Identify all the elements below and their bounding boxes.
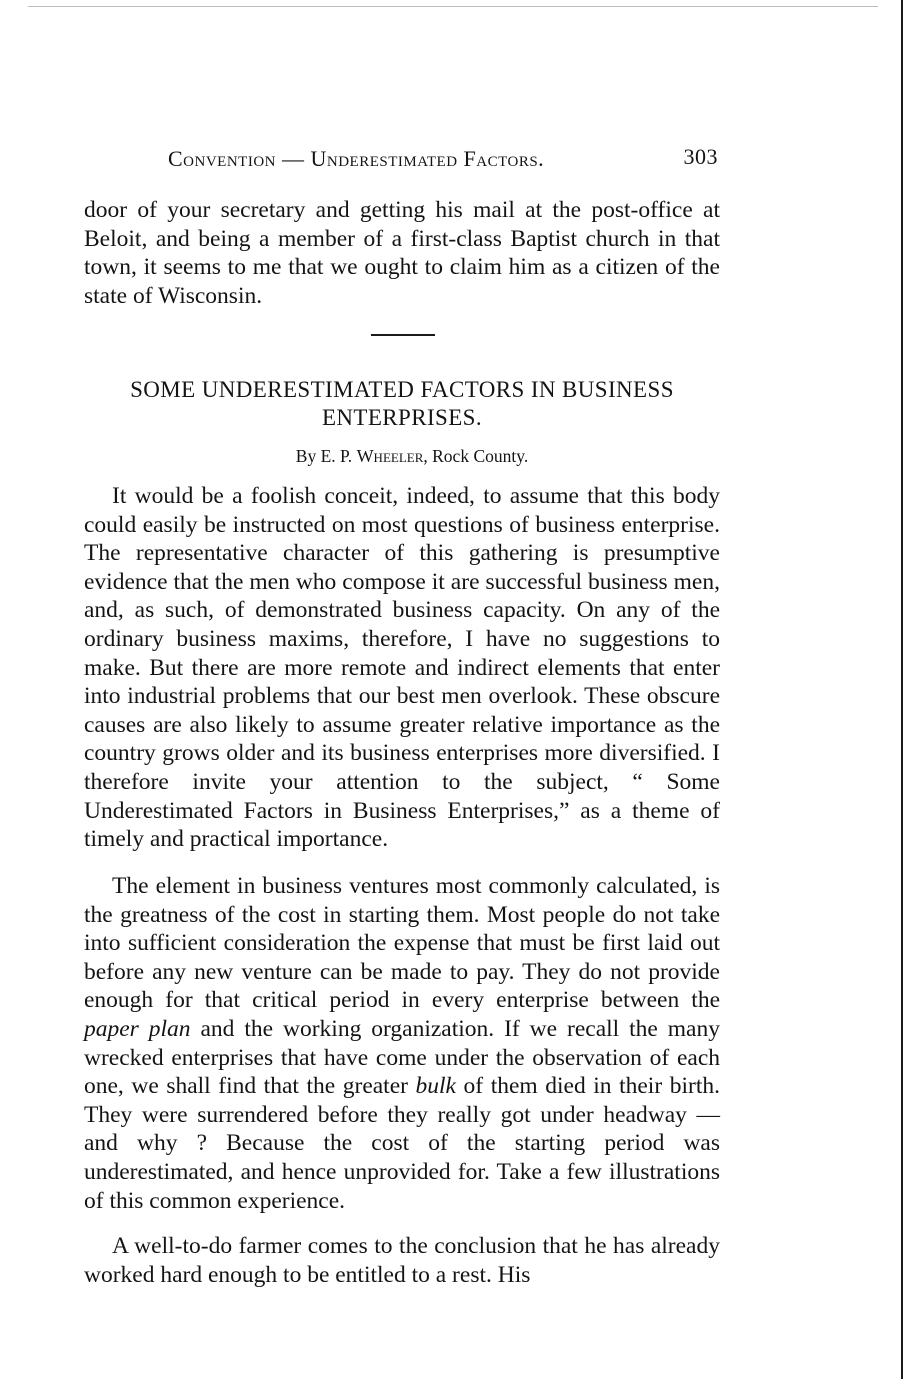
running-head-title: Convention — Underestimated Factors.: [168, 146, 545, 171]
paragraph-2-emphasis-bulk: bulk: [415, 1073, 456, 1100]
continuation-paragraph: [84, 196, 720, 310]
byline-prefix: By E. P.: [295, 446, 357, 466]
article-title: [84, 376, 720, 432]
page-edge-line: [901, 0, 903, 1379]
article-title-line1: SOME UNDERESTIMATED FACTORS IN BUSINESS: [130, 377, 674, 402]
byline-author: Wheeler: [356, 446, 424, 466]
paragraph-2-part1: The element in business ventures most commonly calculated, is the greatness of the cost in starting them. Most people do not take into sufficient consideration the expense that must be first laid out before any new venture can be made to pay. They do not provide enough for that critical period in every enterprise between the: [84, 873, 720, 1014]
paragraph-2-emphasis-paper-plan: paper plan: [84, 1015, 191, 1042]
page-number: 303: [683, 144, 718, 169]
continuation-text: door of your secretary and getting his mail at the post-office at Beloit, and being a member of a first-class Baptist church in that town, it seems to me that we ought to claim him as a citizen of the state of Wisconsin.: [84, 197, 720, 309]
byline: [84, 446, 740, 467]
body-paragraph-2: [84, 872, 720, 1215]
body-paragraph-1: [84, 482, 720, 854]
paragraph-1-text: It would be a foolish conceit, indeed, to assume that this body could easily be instructed on most questions of business enterprise. The representative character of this gathering is presumptive evidence that the men who compose it are successful business men, and, as such, of demonstrated business capacity. On any of the ordinary business maxims, therefore, I have no suggestions to make. But there are more remote and indirect elements that enter into industrial problems that our best men overlook. These obscure causes are also likely to assume greater relative importance as the country grows older and its business enterprises more diversified. I therefore invite your attention to the subject, “ Some Underestimated Factors in Business Enterprises,” as a theme of timely and practical importance.: [84, 483, 720, 853]
body-paragraph-3: [84, 1232, 720, 1289]
section-separator: [371, 334, 435, 336]
paragraph-2-part2: and the working organization. If we recall the many wrecked enterprises that have come under the observation of each one, we shall find that the greater: [84, 1015, 720, 1100]
paragraph-3-text: A well-to-do farmer comes to the conclusion that he has already worked hard enough to be entitled to a rest. His: [84, 1233, 720, 1288]
paragraph-2-text: [84, 872, 720, 1215]
running-head: [168, 144, 718, 174]
paragraph-2-part3: of them died in their birth. They were surrendered before they really got under headway — and why ? Because the cost of the starting period was underestimated, and hence unprovided for. Take a few illustrations of this common experience.: [84, 1073, 720, 1214]
scan-edge-rule: [28, 6, 878, 7]
article-title-line2: ENTERPRISES.: [321, 405, 483, 430]
byline-suffix: , Rock County.: [423, 446, 529, 466]
